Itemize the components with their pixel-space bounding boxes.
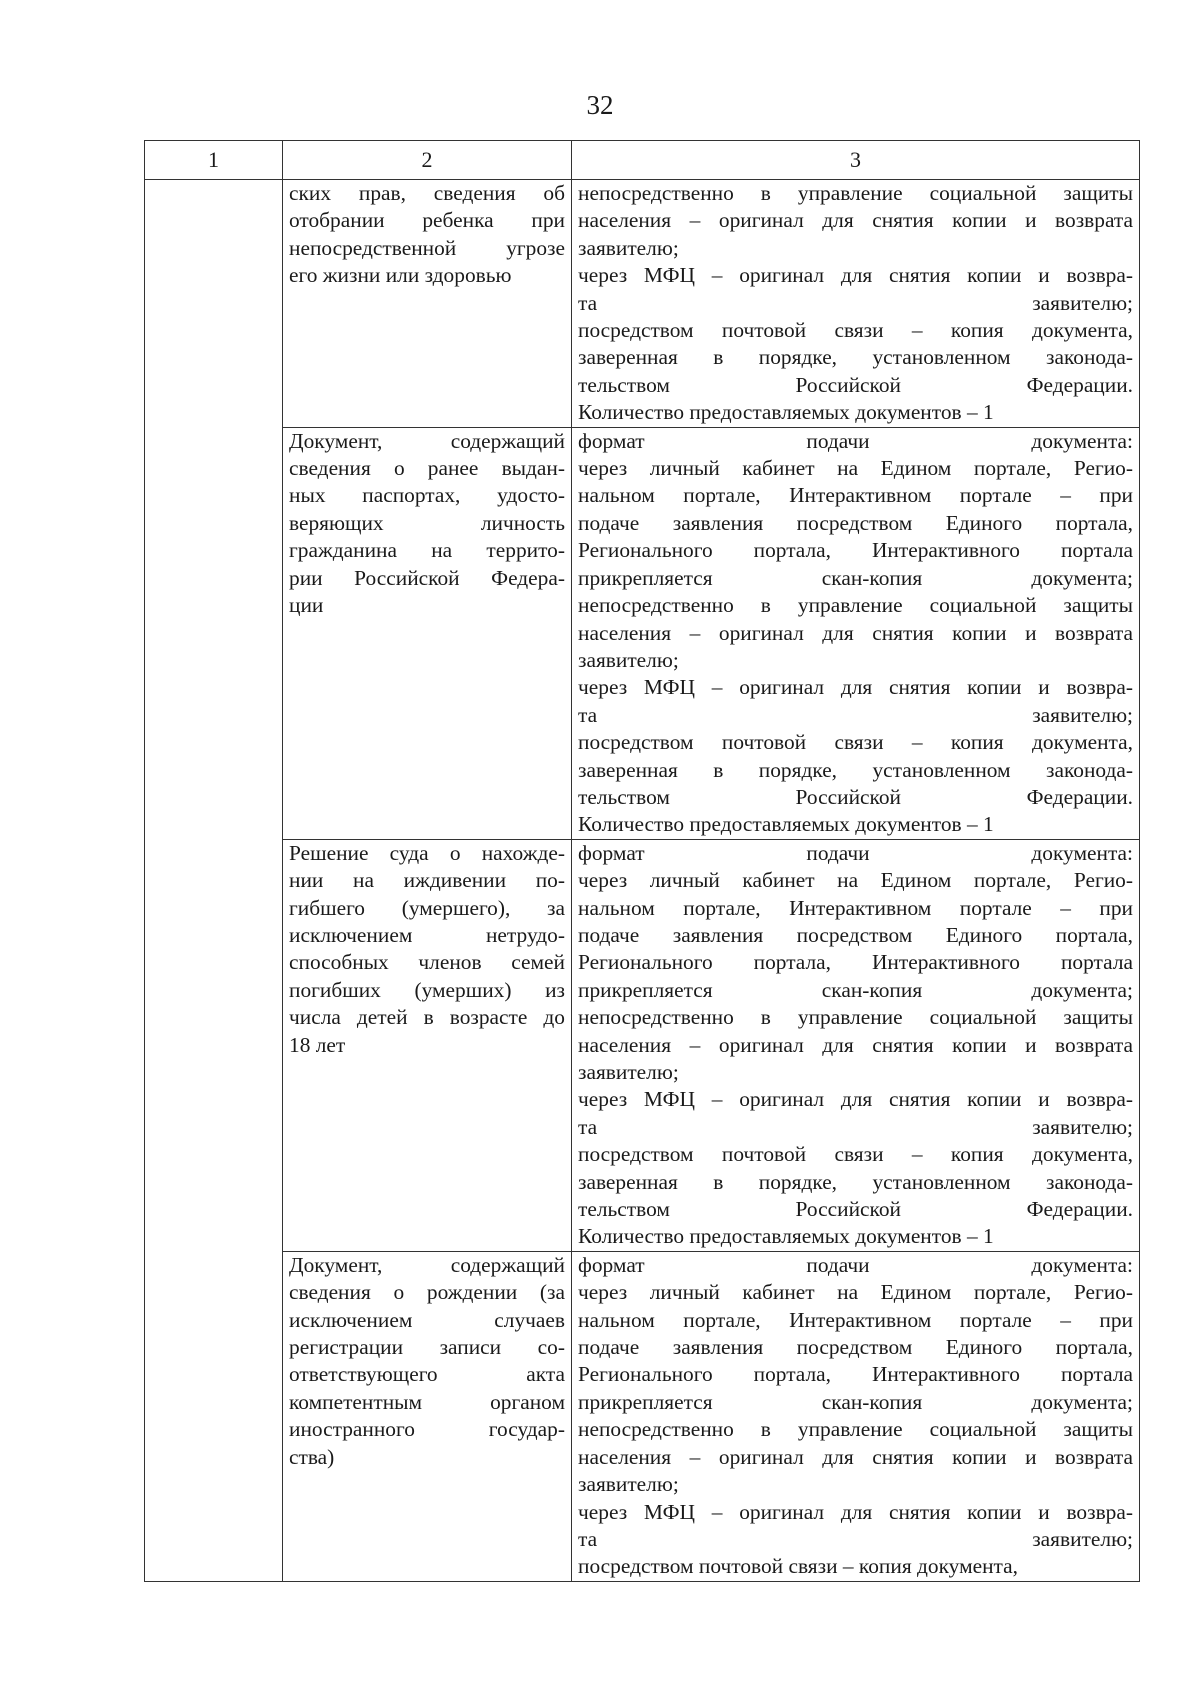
document-name-line: отобрании ребенка при (289, 208, 565, 233)
row-cell-col1 (145, 839, 283, 1251)
submission-text-line: формат подачи документа: (578, 428, 1133, 453)
submission-text-line: Количество предоставляемых документов – 1 (578, 1224, 994, 1249)
submission-text-line: непосредственно в управление социальной защиты (578, 181, 1133, 205)
requirements-table (144, 140, 1140, 1582)
table-row (145, 839, 1140, 1251)
document-name-line: регистрации записи со- (289, 1335, 565, 1360)
submission-text-line: посредством почтовой связи – копия документа, (578, 318, 1133, 343)
submission-text-line: та заявителю; (578, 290, 1133, 315)
submission-text-line: через МФЦ – оригинал для снятия копии и возвра- (578, 1087, 1133, 1112)
submission-text-line: заверенная в порядке, установленном законода- (578, 345, 1133, 370)
submission-text-line: подаче заявления посредством Единого портала, (578, 922, 1133, 947)
submission-text-line: населения – оригинал для снятия копии и возврата (578, 208, 1133, 233)
submission-format-cell (572, 427, 1140, 839)
submission-text-line: непосредственно в управление социальной защиты (578, 593, 1133, 618)
document-name-line: ства) (289, 1444, 335, 1469)
document-name-cell (283, 180, 572, 428)
submission-text-line: Количество предоставляемых документов – 1 (578, 812, 994, 837)
submission-text-line: прикрепляется скан-копия документа; (578, 1389, 1133, 1414)
document-name-line: непосредственной угрозе (289, 235, 565, 260)
submission-text-line: через личный кабинет на Едином портале, Регио- (578, 456, 1133, 481)
document-name-line: Документ, содержащий (289, 428, 565, 453)
submission-text-line: населения – оригинал для снятия копии и возврата (578, 1032, 1133, 1057)
document-name-line: веряющих личность (289, 510, 565, 535)
document-name-line: сведения о рождении (за (289, 1280, 565, 1305)
submission-text-line: та заявителю; (578, 702, 1133, 727)
submission-text-line: через личный кабинет на Едином портале, Регио- (578, 1280, 1133, 1305)
submission-text-line: заявителю; (578, 1060, 679, 1084)
document-name-line: ных паспортах, удосто- (289, 483, 565, 508)
submission-text-line: Количество предоставляемых документов – 1 (578, 400, 994, 425)
column-header-2: 2 (283, 141, 572, 180)
document-name-line: ответствующего акта (289, 1362, 565, 1387)
document-name-line: числа детей в возрасте до (289, 1005, 565, 1030)
document-name-line: иностранного государ- (289, 1417, 565, 1442)
submission-format-cell (572, 1251, 1140, 1581)
document-name-cell (283, 839, 572, 1251)
submission-text-line: подаче заявления посредством Единого портала, (578, 510, 1133, 535)
submission-text-line: та заявителю; (578, 1114, 1133, 1139)
submission-text-line: тельством Российской Федерации. (578, 372, 1133, 397)
submission-text-line: прикрепляется скан-копия документа; (578, 565, 1133, 590)
submission-text-line: Регионального портала, Интерактивного портала (578, 538, 1133, 563)
submission-text-line: прикрепляется скан-копия документа; (578, 977, 1133, 1002)
submission-text-line: нальном портале, Интерактивном портале – при (578, 895, 1133, 920)
submission-text-line: та заявителю; (578, 1526, 1133, 1551)
submission-text-line: заявителю; (578, 1472, 679, 1497)
document-name-line: исключением случаев (289, 1307, 565, 1332)
row-cell-col1 (145, 1251, 283, 1581)
document-name-line: его жизни или здоровью (289, 263, 512, 288)
submission-text-line: непосредственно в управление социальной защиты (578, 1417, 1133, 1442)
document-name-line: Документ, содержащий (289, 1252, 565, 1277)
table-body (145, 180, 1140, 1582)
document-name-line: сведения о ранее выдан- (289, 456, 565, 481)
document-name-line: погибших (умерших) из (289, 977, 565, 1002)
submission-text-line: тельством Российской Федерации. (578, 784, 1133, 809)
submission-text-line: через МФЦ – оригинал для снятия копии и возвра- (578, 675, 1133, 700)
document-name-line: гражданина на террито- (289, 538, 565, 563)
submission-text-line: населения – оригинал для снятия копии и возврата (578, 1444, 1133, 1469)
submission-text-line: посредством почтовой связи – копия документа, (578, 730, 1133, 755)
document-name-line: Решение суда о нахожде- (289, 840, 565, 865)
document-name-cell (283, 427, 572, 839)
page-number: 32 (586, 90, 614, 120)
submission-text-line: нальном портале, Интерактивном портале – при (578, 483, 1133, 508)
submission-text-line: заявителю; (578, 235, 679, 260)
table-header-row (145, 141, 1140, 180)
submission-format-cell (572, 180, 1140, 428)
document-name-line: ции (289, 593, 324, 618)
submission-text-line: населения – оригинал для снятия копии и возврата (578, 620, 1133, 645)
document-name-line: рии Российской Федера- (289, 565, 565, 590)
submission-text-line: Регионального портала, Интерактивного портала (578, 1362, 1133, 1387)
submission-text-line: через МФЦ – оригинал для снятия копии и возвра- (578, 1499, 1133, 1524)
document-name-line: 18 лет (289, 1032, 346, 1057)
document-name-cell (283, 1251, 572, 1581)
submission-text-line: через личный кабинет на Едином портале, Регио- (578, 868, 1133, 893)
submission-text-line: заверенная в порядке, установленном законода- (578, 1169, 1133, 1194)
row-cell-col1 (145, 180, 283, 428)
submission-text-line: через МФЦ – оригинал для снятия копии и возвра- (578, 263, 1133, 288)
column-header-1: 1 (145, 141, 283, 180)
row-cell-col1 (145, 427, 283, 839)
submission-text-line: заявителю; (578, 647, 679, 672)
submission-text-line: формат подачи документа: (578, 1252, 1133, 1277)
submission-text-line: нальном портале, Интерактивном портале – при (578, 1307, 1133, 1332)
document-name-line: исключением нетрудо- (289, 922, 565, 947)
column-header-3: 3 (572, 141, 1140, 180)
table-row (145, 427, 1140, 839)
document-name-line: гибшего (умершего), за (289, 895, 565, 920)
submission-text-line: подаче заявления посредством Единого портала, (578, 1335, 1133, 1360)
submission-text-line: непосредственно в управление социальной защиты (578, 1005, 1133, 1030)
submission-text-line: тельством Российской Федерации. (578, 1197, 1133, 1222)
document-name-line: ских прав, сведения об (289, 181, 565, 205)
submission-format-cell (572, 839, 1140, 1251)
document-name-line: нии на иждивении по- (289, 868, 565, 893)
submission-text-line: посредством почтовой связи – копия документа, (578, 1142, 1133, 1167)
submission-text-line: формат подачи документа: (578, 840, 1133, 865)
submission-text-line: заверенная в порядке, установленном законода- (578, 757, 1133, 782)
table-row (145, 180, 1140, 428)
submission-text-line: посредством почтовой связи – копия документа, (578, 1554, 1019, 1579)
table-row (145, 1251, 1140, 1581)
submission-text-line: Регионального портала, Интерактивного портала (578, 950, 1133, 975)
document-name-line: способных членов семей (289, 950, 565, 975)
document-name-line: компетентным органом (289, 1389, 565, 1414)
